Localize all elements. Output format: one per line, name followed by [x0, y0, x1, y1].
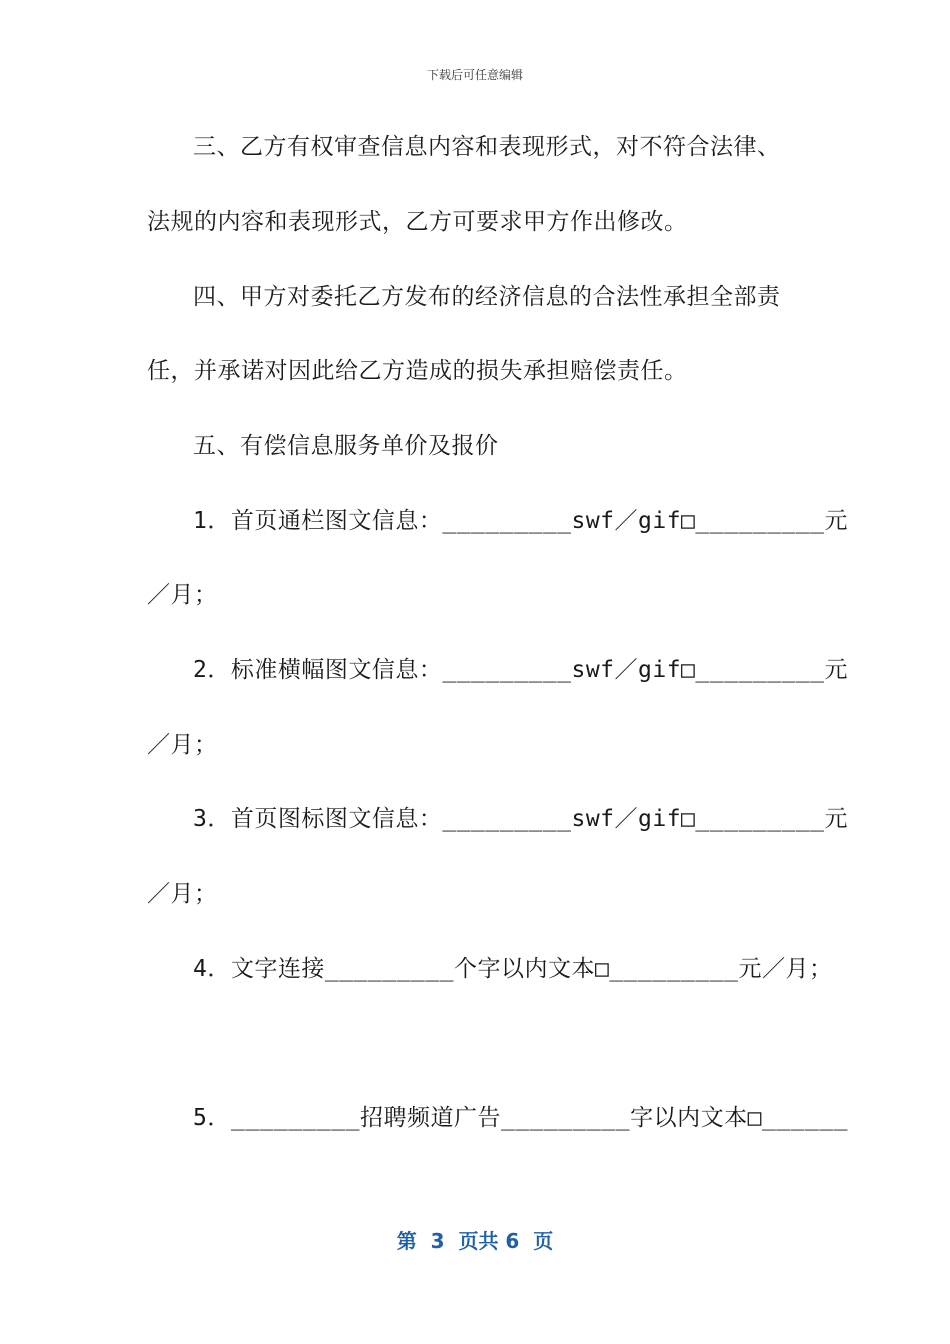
page-header-note: 下载后可任意编辑 [426, 68, 523, 82]
section-heading: 五、有偿信息服务单价及报价 [193, 433, 499, 459]
list-item-continuation: ／月； [147, 582, 218, 608]
list-item: 3．首页图标图文信息：_________swf／gif□_________元 [193, 806, 849, 832]
list-item: 4．文字连接_________个字以内文本□_________元／月； [193, 956, 833, 982]
list-item: 1．首页通栏图文信息：_________swf／gif□_________元 [193, 508, 849, 534]
list-item: 5．_________招聘频道广告_________字以内文本□______ [193, 1105, 849, 1131]
list-item: 2．标准横幅图文信息：_________swf／gif□_________元 [193, 657, 849, 683]
paragraph-line: 四、甲方对委托乙方发布的经济信息的合法性承担全部责 [193, 284, 781, 310]
list-item-continuation: ／月； [147, 881, 218, 907]
paragraph-line: 三、乙方有权审查信息内容和表现形式，对不符合法律、 [193, 134, 781, 160]
paragraph-line: 任，并承诺对因此给乙方造成的损失承担赔偿责任。 [147, 358, 688, 384]
page-number: 第 3 页共 6 页 [396, 1229, 554, 1253]
list-item-continuation: ／月； [147, 732, 218, 758]
paragraph-line: 法规的内容和表现形式，乙方可要求甲方作出修改。 [147, 209, 688, 235]
